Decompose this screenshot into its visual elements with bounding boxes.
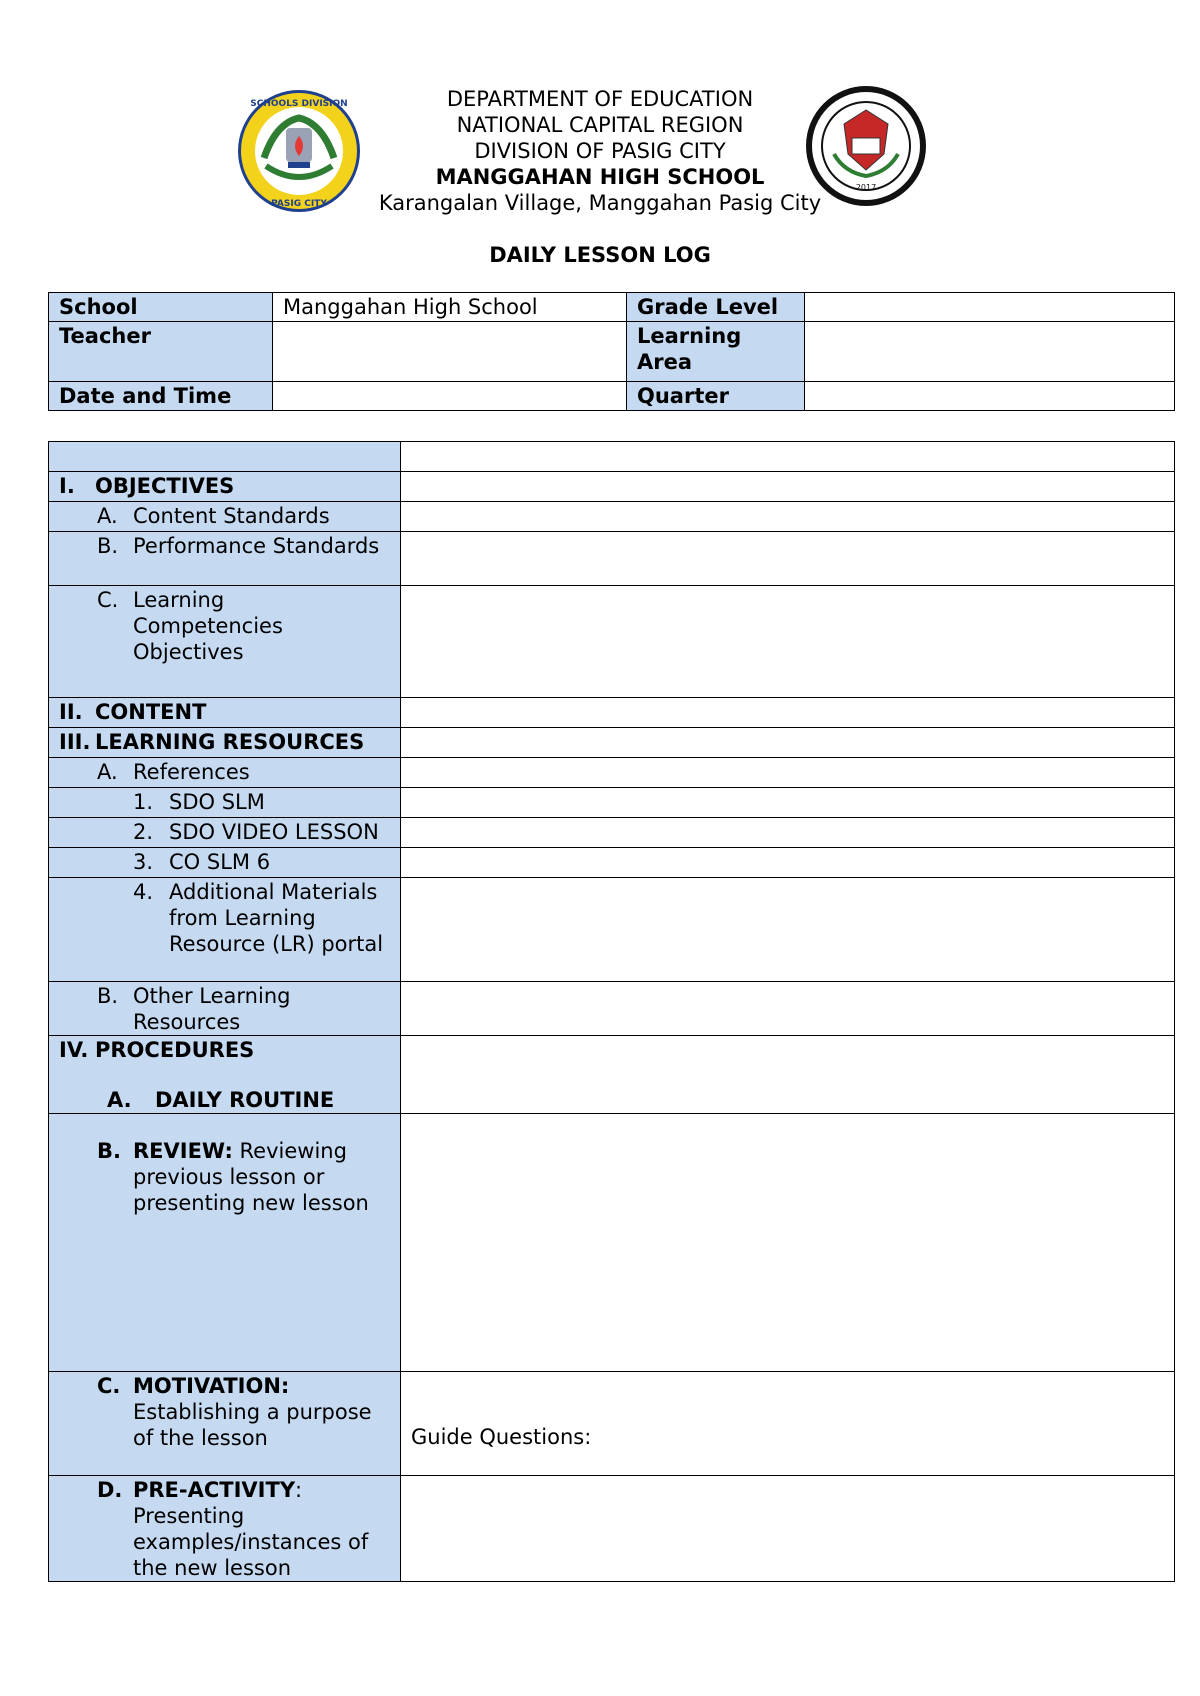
teacher-value[interactable] <box>273 322 627 382</box>
blank-label-cell <box>49 442 401 472</box>
division-line: DIVISION OF PASIG CITY <box>474 139 726 163</box>
info-table <box>48 292 1175 411</box>
learning-competencies-content[interactable] <box>401 586 1175 698</box>
additional-materials-row: 4. Additional Materials from Learning Resource (LR) portal <box>49 878 401 982</box>
learning-resources-row: III. LEARNING RESOURCES <box>49 728 401 758</box>
pre-activity-content[interactable] <box>401 1476 1175 1582</box>
guide-questions-label: Guide Questions: <box>411 1425 592 1449</box>
school-value: Manggahan High School <box>273 293 627 322</box>
learning-competencies-row: C. Learning Competencies Objectives <box>49 586 401 698</box>
reference-sdo-slm-content[interactable] <box>401 788 1175 818</box>
lesson-log-table <box>48 441 1175 1582</box>
learning-resources-content[interactable] <box>401 728 1175 758</box>
blank-content-cell[interactable] <box>401 442 1175 472</box>
svg-text:PASIG CITY: PASIG CITY <box>271 199 327 209</box>
content-content[interactable] <box>401 698 1175 728</box>
school-name: MANGGAHAN HIGH SCHOOL <box>435 165 765 189</box>
reference-sdo-slm-row: 1. SDO SLM <box>49 788 401 818</box>
daily-routine-content[interactable] <box>401 1036 1175 1114</box>
content-standards-content[interactable] <box>401 502 1175 532</box>
grade-level-label: Grade Level <box>627 293 805 322</box>
motivation-content[interactable] <box>401 1372 1175 1476</box>
other-resources-row: B. Other Learning Resources <box>49 982 401 1036</box>
learning-area-value[interactable] <box>805 322 1175 382</box>
objectives-row: I. OBJECTIVES <box>49 472 401 502</box>
procedures-row: IV. PROCEDURES A. DAILY ROUTINE <box>49 1036 401 1114</box>
reference-video-lesson-content[interactable] <box>401 818 1175 848</box>
department-line: DEPARTMENT OF EDUCATION <box>446 87 754 111</box>
content-standards-row: A. Content Standards <box>49 502 401 532</box>
date-time-label: Date and Time <box>49 382 273 411</box>
performance-standards-content[interactable] <box>401 532 1175 586</box>
reference-co-slm-row: 3. CO SLM 6 <box>49 848 401 878</box>
reference-co-slm-content[interactable] <box>401 848 1175 878</box>
reference-video-lesson-row: 2. SDO VIDEO LESSON <box>49 818 401 848</box>
learning-area-label: Learning Area <box>627 322 805 382</box>
region-line: NATIONAL CAPITAL REGION <box>456 113 744 137</box>
review-content[interactable] <box>401 1114 1175 1372</box>
school-label: School <box>49 293 273 322</box>
letterhead <box>0 86 1200 216</box>
review-row: B. REVIEW: Reviewing previous lesson or presenting new lesson <box>49 1114 401 1372</box>
svg-text:SCHOOLS DIVISION: SCHOOLS DIVISION <box>250 99 348 109</box>
content-row: II. CONTENT <box>49 698 401 728</box>
quarter-label: Quarter <box>627 382 805 411</box>
references-content[interactable] <box>401 758 1175 788</box>
quarter-value[interactable] <box>805 382 1175 411</box>
motivation-row: C. MOTIVATION: Establishing a purpose of the lesson <box>49 1372 401 1476</box>
performance-standards-row: B. Performance Standards <box>49 532 401 586</box>
references-row: A. References <box>49 758 401 788</box>
svg-text:2017: 2017 <box>855 183 877 192</box>
objectives-content[interactable] <box>401 472 1175 502</box>
teacher-label: Teacher <box>49 322 273 382</box>
date-time-value[interactable] <box>273 382 627 411</box>
grade-level-value[interactable] <box>805 293 1175 322</box>
document-title: DAILY LESSON LOG <box>489 243 711 267</box>
other-resources-content[interactable] <box>401 982 1175 1036</box>
additional-materials-content[interactable] <box>401 878 1175 982</box>
pre-activity-row: D. PRE-ACTIVITY: Presenting examples/instances of the new lesson <box>49 1476 401 1582</box>
school-address: Karangalan Village, Manggahan Pasig City <box>378 191 822 215</box>
